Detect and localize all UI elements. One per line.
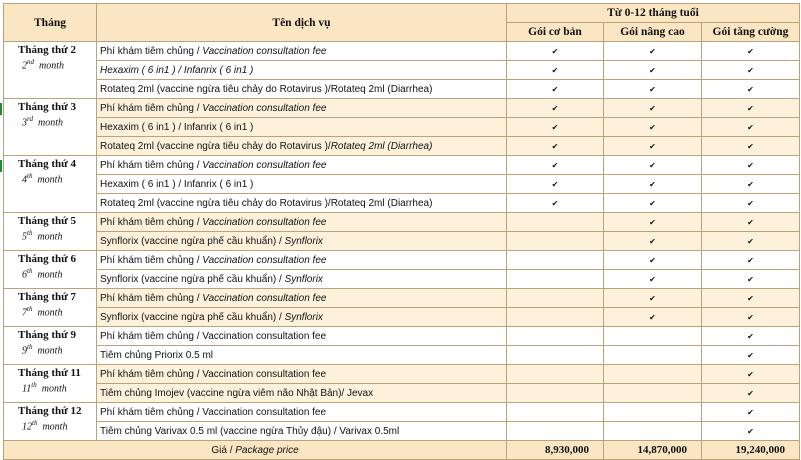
service-text: Vaccination consultation fee bbox=[202, 102, 327, 114]
package-enhanced-cell bbox=[702, 270, 800, 289]
month-label-en bbox=[18, 227, 96, 243]
month-cell bbox=[4, 213, 97, 251]
row-marker bbox=[0, 103, 2, 115]
package-enhanced-cell bbox=[702, 99, 800, 118]
service-name bbox=[97, 308, 507, 327]
month-ordinal-suffix: th bbox=[27, 172, 33, 180]
service-text: Rotateq 2ml (vaccine ngừa tiêu chảy do Rotavirus )/ bbox=[100, 140, 331, 152]
check-icon: ✔ bbox=[747, 198, 754, 208]
month-number: 7 bbox=[22, 307, 27, 319]
check-icon: ✔ bbox=[747, 350, 754, 360]
service-text: Vaccination consultation fee bbox=[202, 45, 327, 57]
month-label-vi: Tháng thứ 5 bbox=[18, 215, 76, 227]
schedule-row bbox=[4, 327, 800, 346]
check-icon: ✔ bbox=[747, 122, 754, 132]
package-enhanced-cell bbox=[702, 213, 800, 232]
package-advanced-cell bbox=[604, 365, 702, 384]
package-enhanced-cell bbox=[702, 175, 800, 194]
package-advanced-cell bbox=[604, 156, 702, 175]
check-icon: ✔ bbox=[747, 331, 754, 341]
month-ordinal-suffix: nd bbox=[27, 58, 34, 66]
package-basic-cell bbox=[507, 422, 604, 441]
check-icon: ✔ bbox=[747, 369, 754, 379]
check-icon: ✔ bbox=[747, 160, 754, 170]
check-icon: ✔ bbox=[747, 236, 754, 246]
check-icon: ✔ bbox=[649, 198, 656, 208]
month-label-vi: Tháng thứ 7 bbox=[18, 291, 76, 303]
schedule-row bbox=[4, 175, 800, 194]
check-icon: ✔ bbox=[747, 426, 754, 436]
package-enhanced-cell bbox=[702, 251, 800, 270]
service-name bbox=[97, 422, 507, 441]
package-enhanced-cell bbox=[702, 422, 800, 441]
service-text: Rotateq 2ml (Diarrhea) bbox=[330, 140, 433, 152]
check-icon: ✔ bbox=[649, 255, 656, 265]
service-name bbox=[97, 346, 507, 365]
package-basic-header: Gói cơ bản bbox=[507, 23, 604, 42]
check-icon: ✔ bbox=[551, 103, 559, 113]
month-ordinal-suffix: th bbox=[27, 267, 33, 275]
month-ordinal-suffix: th bbox=[31, 381, 37, 389]
price-advanced: 14,870,000 bbox=[604, 441, 702, 460]
service-text: Synflorix bbox=[284, 311, 323, 323]
month-number: 4 bbox=[22, 174, 27, 186]
check-icon: ✔ bbox=[747, 65, 754, 75]
month-cell bbox=[4, 327, 97, 365]
package-advanced-cell bbox=[604, 251, 702, 270]
package-basic-cell bbox=[507, 137, 604, 156]
service-text: Phí khám tiêm chủng / bbox=[100, 216, 203, 228]
month-word: month bbox=[41, 383, 67, 395]
schedule-row bbox=[4, 99, 800, 118]
schedule-row bbox=[4, 403, 800, 422]
month-label-vi: Tháng thứ 6 bbox=[18, 253, 76, 265]
service-name bbox=[97, 327, 507, 346]
month-label-en bbox=[18, 303, 96, 319]
month-cell bbox=[4, 42, 97, 99]
package-advanced-cell bbox=[604, 137, 702, 156]
package-basic-cell bbox=[507, 232, 604, 251]
check-icon: ✔ bbox=[747, 274, 754, 284]
service-text: Tiêm chủng Varivax 0.5 ml (vaccine ngừa Thủy đậu) / Varivax 0.5ml bbox=[100, 425, 400, 437]
check-icon: ✔ bbox=[747, 388, 754, 398]
month-number: 11 bbox=[22, 383, 32, 395]
check-icon: ✔ bbox=[747, 312, 754, 322]
month-label-en bbox=[18, 341, 96, 357]
check-icon: ✔ bbox=[747, 407, 754, 417]
check-icon: ✔ bbox=[551, 84, 559, 94]
service-text: Phí khám tiêm chủng / bbox=[100, 102, 203, 114]
month-label-vi: Tháng thứ 3 bbox=[18, 101, 76, 113]
package-basic-cell bbox=[507, 61, 604, 80]
service-text: Synflorix (vaccine ngừa phế cầu khuẩn) / bbox=[100, 273, 285, 285]
month-label-en bbox=[18, 113, 96, 129]
price-enhanced: 19,240,000 bbox=[702, 441, 800, 460]
month-word: month bbox=[37, 269, 63, 281]
month-word: month bbox=[37, 117, 63, 129]
package-enhanced-header: Gói tăng cường bbox=[702, 23, 800, 42]
service-text: Synflorix (vaccine ngừa phế cầu khuẩn) / bbox=[100, 235, 285, 247]
service-text: Phí khám tiêm chủng / bbox=[100, 159, 203, 171]
package-enhanced-cell bbox=[702, 194, 800, 213]
month-word: month bbox=[37, 307, 63, 319]
check-icon: ✔ bbox=[747, 46, 754, 56]
month-cell bbox=[4, 403, 97, 441]
month-ordinal-suffix: rd bbox=[27, 115, 33, 123]
month-word: month bbox=[37, 174, 63, 186]
package-advanced-cell bbox=[604, 422, 702, 441]
package-advanced-cell bbox=[604, 327, 702, 346]
schedule-row bbox=[4, 422, 800, 441]
service-text: Phí khám tiêm chủng / Vaccination consultation fee bbox=[100, 368, 327, 380]
package-enhanced-cell bbox=[702, 42, 800, 61]
month-label-vi: Tháng thứ 11 bbox=[18, 367, 81, 379]
service-text: Rotateq 2ml (vaccine ngừa tiêu chảy do Rotavirus )/Rotateq 2ml (Diarrhea) bbox=[100, 197, 433, 209]
month-cell bbox=[4, 99, 97, 156]
package-basic-cell bbox=[507, 327, 604, 346]
service-name bbox=[97, 137, 507, 156]
service-text: Vaccination consultation fee bbox=[202, 254, 327, 266]
service-name bbox=[97, 99, 507, 118]
month-word: month bbox=[37, 231, 63, 243]
package-advanced-cell bbox=[604, 118, 702, 137]
package-enhanced-cell bbox=[702, 289, 800, 308]
package-basic-cell bbox=[507, 365, 604, 384]
package-advanced-cell bbox=[604, 403, 702, 422]
check-icon: ✔ bbox=[551, 179, 559, 189]
schedule-row bbox=[4, 232, 800, 251]
month-word: month bbox=[42, 421, 68, 433]
service-name bbox=[97, 251, 507, 270]
check-icon: ✔ bbox=[551, 122, 559, 132]
package-advanced-cell bbox=[604, 42, 702, 61]
service-name bbox=[97, 194, 507, 213]
age-group-header: Từ 0-12 tháng tuổi bbox=[507, 4, 800, 23]
package-basic-cell bbox=[507, 346, 604, 365]
package-enhanced-cell bbox=[702, 156, 800, 175]
check-icon: ✔ bbox=[649, 65, 656, 75]
package-advanced-cell bbox=[604, 80, 702, 99]
month-ordinal-suffix: th bbox=[27, 229, 33, 237]
service-name bbox=[97, 384, 507, 403]
month-label-en bbox=[18, 265, 96, 281]
package-enhanced-cell bbox=[702, 365, 800, 384]
schedule-row bbox=[4, 346, 800, 365]
package-enhanced-cell bbox=[702, 327, 800, 346]
package-price-label bbox=[4, 441, 507, 460]
service-text: Rotateq 2ml (vaccine ngừa tiêu chảy do Rotavirus )/Rotateq 2ml (Diarrhea) bbox=[100, 83, 433, 95]
month-label-vi: Tháng thứ 12 bbox=[18, 405, 82, 417]
schedule-body bbox=[4, 42, 800, 441]
price-label-en: Package price bbox=[235, 444, 299, 456]
service-text: Tiêm chủng Imojev (vaccine ngừa viêm não Nhật Bản)/ Jevax bbox=[100, 387, 374, 399]
month-label-en bbox=[18, 417, 96, 433]
package-advanced-cell bbox=[604, 289, 702, 308]
service-text: Synflorix (vaccine ngừa phế cầu khuẩn) / bbox=[100, 311, 285, 323]
month-label-en bbox=[18, 379, 96, 395]
service-name bbox=[97, 289, 507, 308]
package-basic-cell bbox=[507, 99, 604, 118]
package-advanced-cell bbox=[604, 232, 702, 251]
month-ordinal-suffix: th bbox=[32, 419, 38, 427]
service-text: Phí khám tiêm chủng / Vaccination consultation fee bbox=[100, 330, 327, 342]
service-name bbox=[97, 213, 507, 232]
schedule-row bbox=[4, 137, 800, 156]
package-basic-cell bbox=[507, 270, 604, 289]
schedule-row bbox=[4, 118, 800, 137]
check-icon: ✔ bbox=[649, 274, 656, 284]
service-text: Synflorix bbox=[284, 273, 323, 285]
month-column-header: Tháng bbox=[4, 4, 97, 42]
package-enhanced-cell bbox=[702, 118, 800, 137]
package-advanced-cell bbox=[604, 194, 702, 213]
service-text: Phí khám tiêm chủng / bbox=[100, 292, 203, 304]
package-price-row bbox=[4, 441, 800, 460]
package-enhanced-cell bbox=[702, 346, 800, 365]
month-number: 2 bbox=[22, 60, 27, 72]
service-column-header: Tên dịch vụ bbox=[97, 4, 507, 42]
check-icon: ✔ bbox=[649, 122, 656, 132]
check-icon: ✔ bbox=[649, 141, 656, 151]
check-icon: ✔ bbox=[747, 255, 754, 265]
schedule-row bbox=[4, 42, 800, 61]
check-icon: ✔ bbox=[747, 141, 754, 151]
service-text: Hexaxim ( 6 in1 ) / Infanrix ( 6 in1 ) bbox=[100, 121, 254, 133]
check-icon: ✔ bbox=[649, 84, 656, 94]
service-name bbox=[97, 232, 507, 251]
service-name bbox=[97, 118, 507, 137]
package-enhanced-cell bbox=[702, 137, 800, 156]
service-text: Phí khám tiêm chủng / bbox=[100, 254, 203, 266]
package-advanced-cell bbox=[604, 346, 702, 365]
month-number: 6 bbox=[22, 269, 27, 281]
service-text: Vaccination consultation fee bbox=[202, 216, 327, 228]
month-word: month bbox=[39, 60, 64, 72]
schedule-row bbox=[4, 384, 800, 403]
package-basic-cell bbox=[507, 80, 604, 99]
package-basic-cell bbox=[507, 251, 604, 270]
check-icon: ✔ bbox=[551, 160, 559, 170]
month-cell bbox=[4, 365, 97, 403]
check-icon: ✔ bbox=[747, 103, 754, 113]
schedule-row bbox=[4, 194, 800, 213]
check-icon: ✔ bbox=[551, 65, 559, 75]
package-basic-cell bbox=[507, 289, 604, 308]
check-icon: ✔ bbox=[649, 179, 656, 189]
service-text: Phí khám tiêm chủng / bbox=[100, 45, 203, 57]
month-ordinal-suffix: th bbox=[27, 343, 33, 351]
service-name bbox=[97, 80, 507, 99]
package-enhanced-cell bbox=[702, 308, 800, 327]
month-label-vi: Tháng thứ 4 bbox=[18, 158, 76, 170]
schedule-row bbox=[4, 61, 800, 80]
service-text: Hexaxim ( 6 in1 ) / Infanrix ( 6 in1 ) bbox=[100, 64, 254, 76]
package-advanced-cell bbox=[604, 213, 702, 232]
package-advanced-header: Gói nâng cao bbox=[604, 23, 702, 42]
schedule-row bbox=[4, 289, 800, 308]
check-icon: ✔ bbox=[649, 160, 656, 170]
check-icon: ✔ bbox=[649, 312, 656, 322]
package-enhanced-cell bbox=[702, 403, 800, 422]
month-cell bbox=[4, 156, 97, 213]
check-icon: ✔ bbox=[551, 141, 559, 151]
schedule-row bbox=[4, 365, 800, 384]
month-number: 12 bbox=[22, 421, 32, 433]
schedule-row bbox=[4, 308, 800, 327]
package-advanced-cell bbox=[604, 270, 702, 289]
check-icon: ✔ bbox=[649, 103, 656, 113]
check-icon: ✔ bbox=[649, 293, 656, 303]
check-icon: ✔ bbox=[747, 179, 754, 189]
package-advanced-cell bbox=[604, 308, 702, 327]
package-advanced-cell bbox=[604, 384, 702, 403]
schedule-row bbox=[4, 251, 800, 270]
month-number: 5 bbox=[22, 231, 27, 243]
package-basic-cell bbox=[507, 194, 604, 213]
check-icon: ✔ bbox=[551, 46, 559, 56]
schedule-row bbox=[4, 156, 800, 175]
row-marker bbox=[0, 160, 2, 172]
package-basic-cell bbox=[507, 42, 604, 61]
schedule-row bbox=[4, 80, 800, 99]
check-icon: ✔ bbox=[649, 46, 656, 56]
schedule-row bbox=[4, 213, 800, 232]
month-label-vi: Tháng thứ 2 bbox=[18, 44, 76, 56]
check-icon: ✔ bbox=[649, 236, 656, 246]
package-basic-cell bbox=[507, 384, 604, 403]
schedule-row bbox=[4, 270, 800, 289]
package-basic-cell bbox=[507, 175, 604, 194]
service-name bbox=[97, 365, 507, 384]
month-label-en bbox=[18, 56, 96, 72]
service-name bbox=[97, 270, 507, 289]
month-number: 3 bbox=[22, 117, 27, 129]
service-text: Phí khám tiêm chủng / Vaccination consultation fee bbox=[100, 406, 327, 418]
check-icon: ✔ bbox=[747, 84, 754, 94]
service-text: Synflorix bbox=[284, 235, 323, 247]
package-enhanced-cell bbox=[702, 384, 800, 403]
vaccination-package-table bbox=[3, 3, 800, 460]
month-word: month bbox=[37, 345, 63, 357]
service-name bbox=[97, 156, 507, 175]
service-text: Tiêm chủng Priorix 0.5 ml bbox=[100, 349, 213, 361]
service-name bbox=[97, 61, 507, 80]
price-label-vi: Giá / bbox=[211, 444, 236, 456]
package-enhanced-cell bbox=[702, 80, 800, 99]
month-ordinal-suffix: th bbox=[27, 305, 33, 313]
package-basic-cell bbox=[507, 156, 604, 175]
month-label-vi: Tháng thứ 9 bbox=[18, 329, 76, 341]
check-icon: ✔ bbox=[747, 293, 754, 303]
package-advanced-cell bbox=[604, 61, 702, 80]
check-icon: ✔ bbox=[551, 198, 559, 208]
package-advanced-cell bbox=[604, 99, 702, 118]
package-enhanced-cell bbox=[702, 232, 800, 251]
check-icon: ✔ bbox=[649, 217, 656, 227]
service-text: Vaccination consultation fee bbox=[202, 292, 327, 304]
package-basic-cell bbox=[507, 118, 604, 137]
month-number: 9 bbox=[22, 345, 27, 357]
month-label-en bbox=[18, 170, 96, 186]
check-icon: ✔ bbox=[747, 217, 754, 227]
service-text: Vaccination consultation fee bbox=[202, 159, 327, 171]
package-basic-cell bbox=[507, 403, 604, 422]
service-name bbox=[97, 403, 507, 422]
service-text: Hexaxim ( 6 in1 ) / Infanrix ( 6 in1 ) bbox=[100, 178, 254, 190]
service-name bbox=[97, 175, 507, 194]
package-enhanced-cell bbox=[702, 61, 800, 80]
month-cell bbox=[4, 251, 97, 289]
price-basic: 8,930,000 bbox=[507, 441, 604, 460]
package-basic-cell bbox=[507, 308, 604, 327]
service-name bbox=[97, 42, 507, 61]
month-cell bbox=[4, 289, 97, 327]
package-advanced-cell bbox=[604, 175, 702, 194]
package-basic-cell bbox=[507, 213, 604, 232]
